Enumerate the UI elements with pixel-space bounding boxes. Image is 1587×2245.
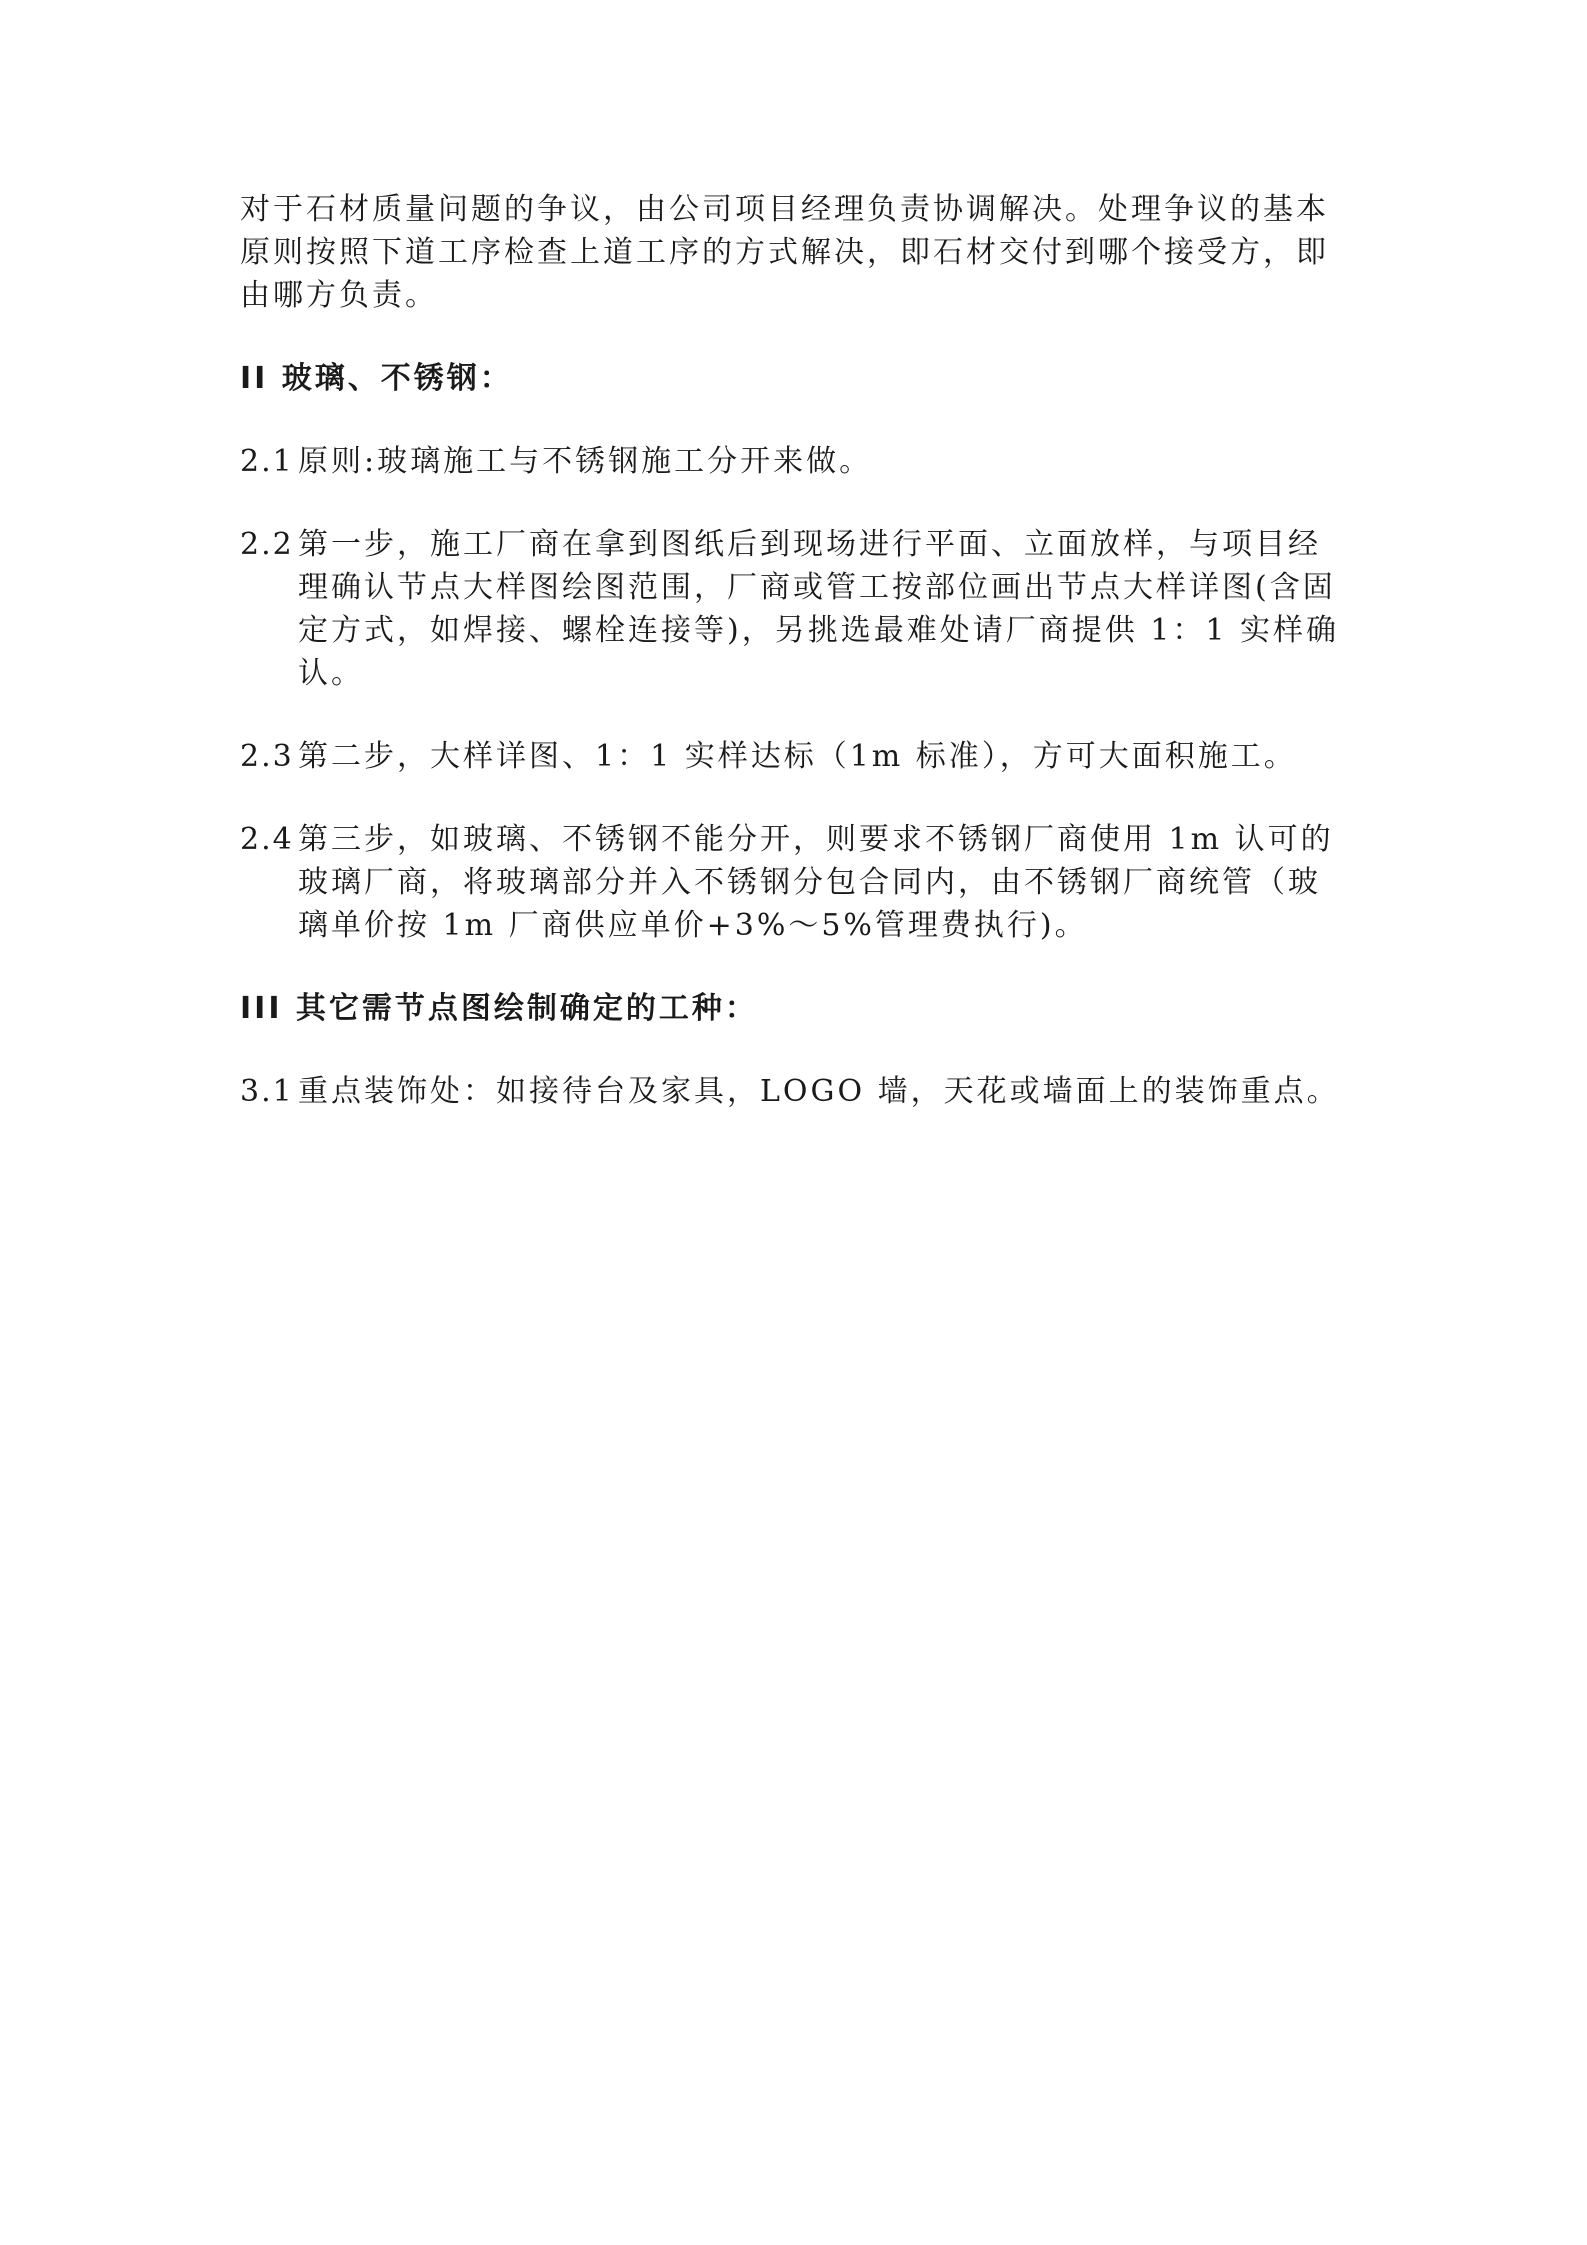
item-text: 原则:玻璃施工与不锈钢施工分开来做。	[298, 444, 873, 479]
list-item-3-1	[240, 1070, 1350, 1113]
item-text: 第一步，施工厂商在拿到图纸后到现场进行平面、立面放样，与项目经理确认节点大样图绘图范围，厂商或管工按部位画出节点大样详图(含固定方式，如焊接、螺栓连接等)，另挑选最难处请厂商提供 1：1 实样确认。	[298, 527, 1339, 691]
item-number: 2.1	[240, 444, 294, 479]
list-item-2-2	[240, 523, 1350, 695]
item-number: 3.1	[240, 1074, 294, 1109]
item-number: 2.2	[240, 527, 294, 562]
list-item-2-4	[240, 818, 1350, 947]
list-item-2-1	[240, 440, 1350, 483]
item-text: 第三步，如玻璃、不锈钢不能分开，则要求不锈钢厂商使用 1m 认可的玻璃厂商，将玻璃部分并入不锈钢分包合同内，由不锈钢厂商统管（玻璃单价按 1m 厂商供应单价+3%～5%管理费执行)。	[298, 822, 1334, 943]
item-text: 第二步，大样详图、1：1 实样达标（1m 标准），方可大面积施工。	[298, 739, 1297, 774]
section-heading-glass-steel: II 玻璃、不锈钢：	[240, 361, 513, 396]
item-number: 2.4	[240, 822, 294, 857]
item-number: 2.3	[240, 739, 294, 774]
item-text: 重点装饰处：如接待台及家具，LOGO 墙，天花或墙面上的装饰重点。	[298, 1074, 1340, 1109]
intro-paragraph: 对于石材质量问题的争议，由公司项目经理负责协调解决。处理争议的基本原则按照下道工序检查上道工序的方式解决，即石材交付到哪个接受方，即由哪方负责。	[240, 192, 1329, 313]
document-body	[240, 188, 1350, 1153]
list-item-2-3	[240, 735, 1350, 778]
section-heading-other-trades: III 其它需节点图绘制确定的工种：	[240, 991, 758, 1026]
